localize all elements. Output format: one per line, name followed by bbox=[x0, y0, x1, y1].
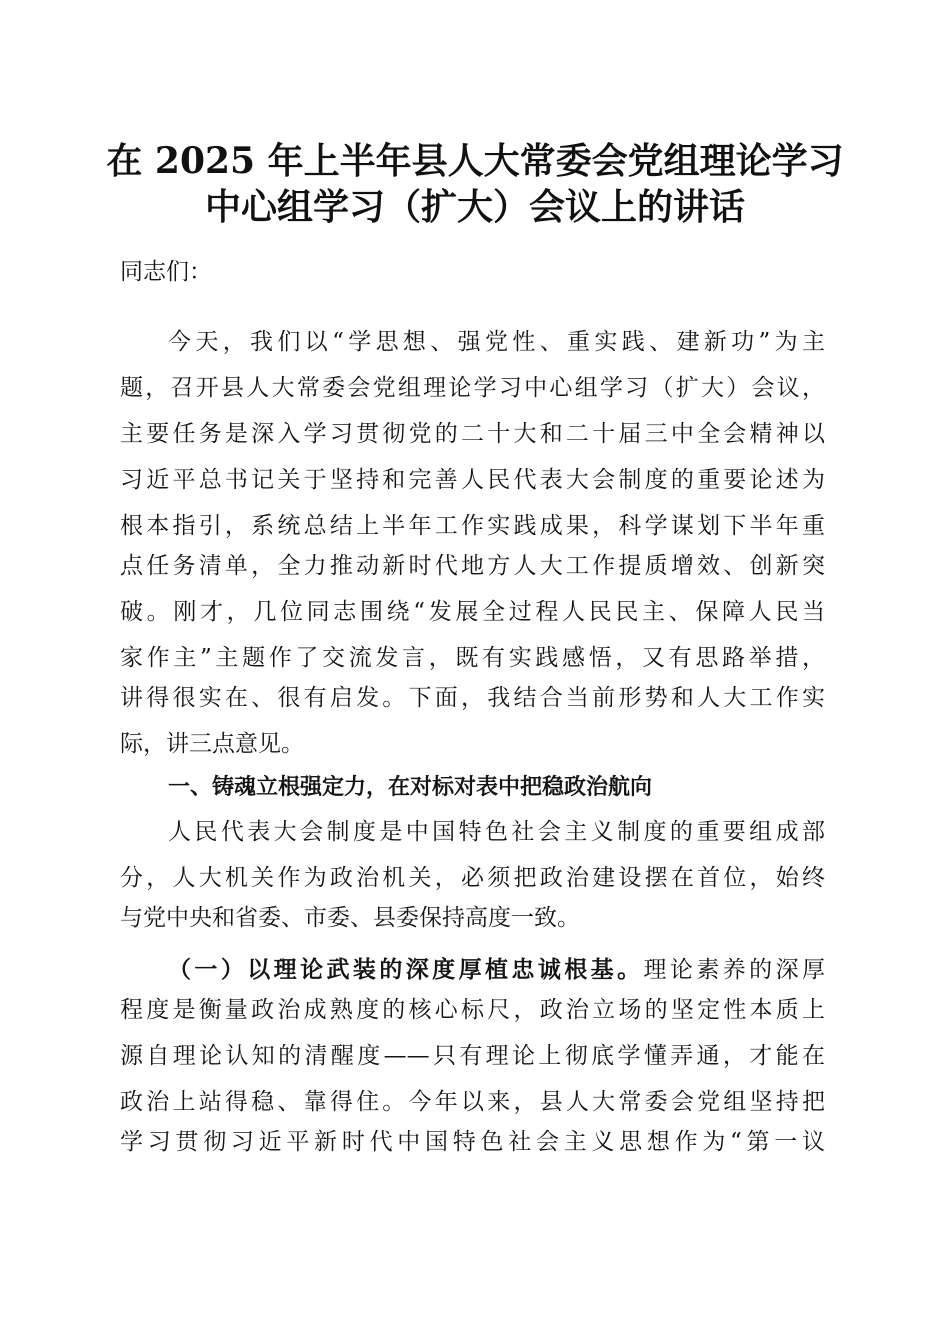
subsection1-line: 程度是衡量政治成熟度的核心标尺，政治立场的坚定性本质上 bbox=[120, 997, 825, 1023]
intro-line: 家作主”主题作了交流发言，既有实践感悟，又有思路举措， bbox=[120, 645, 825, 671]
intro-line: 根本指引，系统总结上半年工作实践成果，科学谋划下半年重 bbox=[120, 513, 825, 539]
subsection-heading-1: （一）以理论武装的深度厚植忠诚根基。 bbox=[168, 956, 644, 983]
subsection1-line: 学习贯彻习近平新时代中国特色社会主义思想作为“第一议 bbox=[120, 1129, 825, 1155]
document-title-line-1: 在 2025 年上半年县人大常委会党组理论学习 bbox=[106, 140, 844, 182]
salutation: 同志们： bbox=[120, 259, 212, 285]
intro-line: 际，讲三点意见。 bbox=[120, 731, 304, 757]
intro-line: 主要任务是深入学习贯彻党的二十大和二十届三中全会精神以 bbox=[120, 421, 825, 447]
intro-line: 点任务清单，全力推动新时代地方人大工作提质增效、创新突 bbox=[120, 553, 825, 579]
section1-line: 与党中央和省委、市委、县委保持高度一致。 bbox=[120, 905, 580, 931]
subsection1-first-line bbox=[168, 955, 825, 985]
intro-line: 今天，我们以“学思想、强党性、重实践、建新功”为主 bbox=[168, 329, 825, 355]
intro-line: 讲得很实在、很有启发。下面，我结合当前形势和人大工作实 bbox=[120, 685, 825, 711]
subsection1-first-rest: 理论素养的深厚 bbox=[643, 957, 826, 983]
intro-line: 习近平总书记关于坚持和完善人民代表大会制度的重要论述为 bbox=[120, 467, 825, 493]
intro-line: 破。刚才，几位同志围绕“发展全过程人民民主、保障人民当 bbox=[120, 599, 825, 625]
document-title-line-2: 中心组学习（扩大）会议上的讲话 bbox=[204, 186, 745, 228]
section1-line: 分，人大机关作为政治机关，必须把政治建设摆在首位，始终 bbox=[120, 865, 825, 891]
section-heading-1: 一、铸魂立根强定力，在对标对表中把稳政治航向 bbox=[168, 775, 653, 800]
section1-line: 人民代表大会制度是中国特色社会主义制度的重要组成部 bbox=[168, 819, 825, 845]
subsection1-line: 政治上站得稳、靠得住。今年以来，县人大常委会党组坚持把 bbox=[120, 1089, 825, 1115]
intro-line: 题，召开县人大常委会党组理论学习中心组学习（扩大）会议， bbox=[120, 375, 825, 401]
subsection1-line: 源自理论认知的清醒度——只有理论上彻底学懂弄通，才能在 bbox=[120, 1043, 825, 1069]
